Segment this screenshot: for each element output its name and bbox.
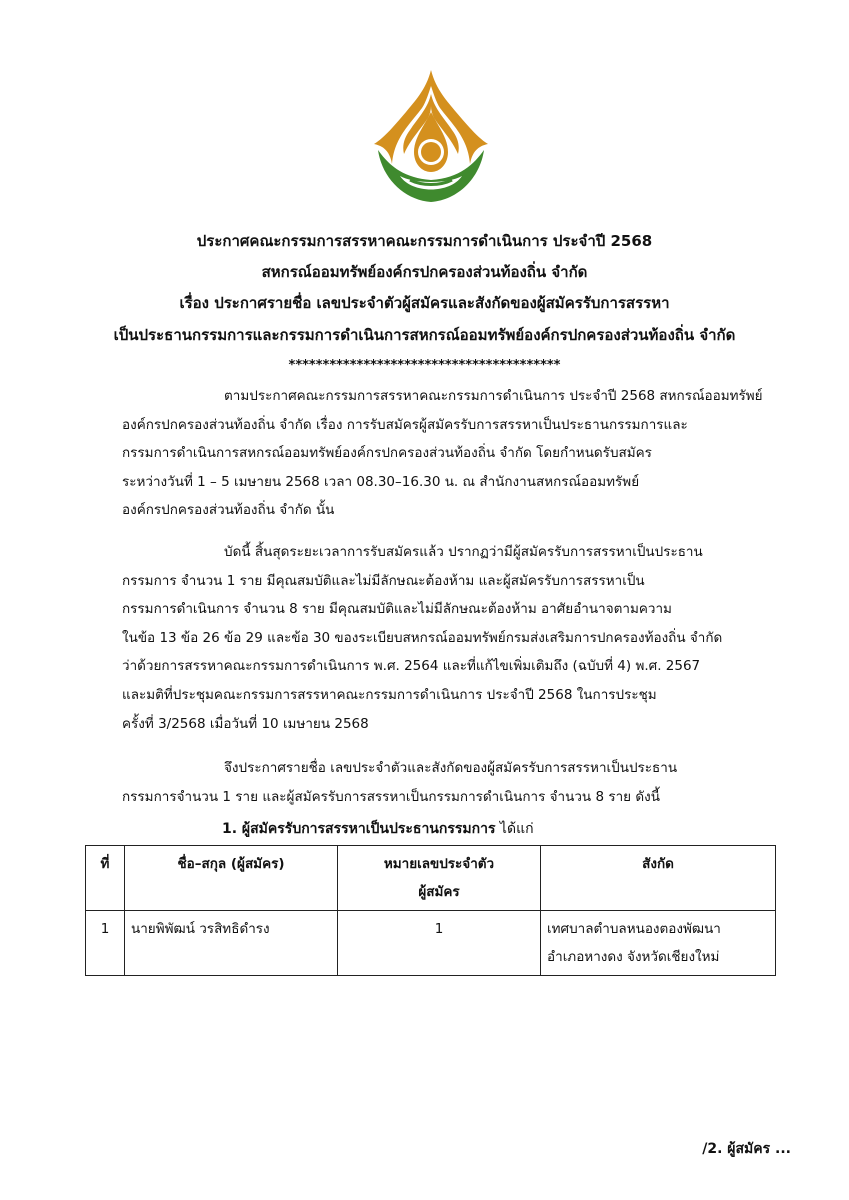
para1-line: ตามประกาศคณะกรรมการสรรหาคณะกรรมการดำเนินการ ประจำปี 2568 สหกรณ์ออมทรัพย์ — [224, 388, 763, 404]
col-header-affiliation: สังกัด — [541, 846, 776, 911]
para2-line: บัดนี้ สิ้นสุดระยะเวลาการรับสมัครแล้ว ปรากฏว่ามีผู้สมัครรับการสรรหาเป็นประธาน — [224, 544, 703, 560]
title-line-4: เป็นประธานกรรมการและกรรมการดำเนินการสหกรณ์ออมทรัพย์องค์กรปกครองส่วนท้องถิ่น จำกัด — [113, 326, 736, 344]
para1-line: ระหว่างวันที่ 1 – 5 เมษายน 2568 เวลา 08.30–16.30 น. ณ สำนักงานสหกรณ์ออมทรัพย์ — [122, 473, 640, 490]
cooperative-logo — [370, 68, 492, 206]
para1-line: กรรมการดำเนินการสหกรณ์ออมทรัพย์องค์กรปกครองส่วนท้องถิ่น จำกัด โดยกำหนดรับสมัคร — [122, 445, 652, 462]
col-header-name: ชื่อ–สกุล (ผู้สมัคร) — [125, 846, 338, 911]
paragraph-3 — [122, 754, 772, 811]
para1-line: องค์กรปกครองส่วนท้องถิ่น จำกัด เรื่อง การรับสมัครผู้สมัครรับการสรรหาเป็นประธานกรรมการและ — [122, 416, 688, 433]
candidate-table — [85, 845, 776, 976]
col-header-id: หมายเลขประจำตัว ผู้สมัคร — [338, 846, 541, 911]
paragraph-1 — [122, 382, 772, 525]
cell-no: 1 — [86, 911, 125, 976]
continuation-note: /2. ผู้สมัคร ... — [702, 1141, 791, 1157]
title-line-1: ประกาศคณะกรรมการสรรหาคณะกรรมการดำเนินการ ประจำปี 2568 — [196, 232, 653, 250]
para3-line: จึงประกาศรายชื่อ เลขประจำตัวและสังกัดของผู้สมัครรับการสรรหาเป็นประธาน — [224, 760, 678, 776]
para2-line: กรรมการ จำนวน 1 ราย มีคุณสมบัติและไม่มีลักษณะต้องห้าม และผู้สมัครรับการสรรหาเป็น — [122, 572, 645, 589]
para2-line: กรรมการดำเนินการ จำนวน 8 ราย มีคุณสมบัติและไม่มีลักษณะต้องห้าม อาศัยอำนาจตามความ — [122, 601, 672, 618]
para1-line: องค์กรปกครองส่วนท้องถิ่น จำกัด นั้น — [122, 502, 335, 519]
table-header-row — [86, 846, 776, 911]
separator: **************************************** — [288, 358, 561, 373]
title-line-2: สหกรณ์ออมทรัพย์องค์กรปกครองส่วนท้องถิ่น จำกัด — [261, 263, 588, 281]
para2-line: ครั้งที่ 3/2568 เมื่อวันที่ 10 เมษายน 2568 — [122, 715, 369, 732]
para2-line: ในข้อ 13 ข้อ 26 ข้อ 29 และข้อ 30 ของระเบียบสหกรณ์ออมทรัพย์กรมส่งเสริมการปกครองท้องถิ่น จำกัด — [122, 629, 723, 646]
section-1-title: 1. ผู้สมัครรับการสรรหาเป็นประธานกรรมการ — [222, 821, 496, 837]
para2-line: ว่าด้วยการสรรหาคณะกรรมการดำเนินการ พ.ศ. 2564 และที่แก้ไขเพิ่มเติมถึง (ฉบับที่ 4) พ.ศ. 2567 — [122, 658, 701, 675]
paragraph-2 — [122, 538, 772, 738]
para3-line: กรรมการจำนวน 1 ราย และผู้สมัครรับการสรรหาเป็นกรรมการดำเนินการ จำนวน 8 ราย ดังนี้ — [122, 788, 660, 805]
col-header-no: ที่ — [86, 846, 125, 911]
para2-line: และมติที่ประชุมคณะกรรมการสรรหาคณะกรรมการดำเนินการ ประจำปี 2568 ในการประชุม — [122, 686, 657, 703]
table-row — [86, 911, 776, 976]
cell-id: 1 — [338, 911, 541, 976]
section-1-heading — [222, 818, 534, 840]
title-subject: เรื่อง ประกาศรายชื่อ เลขประจำตัวผู้สมัครและสังกัดของผู้สมัครรับการสรรหา — [179, 294, 670, 312]
section-1-suffix: ได้แก่ — [495, 821, 534, 837]
cell-name: นายพิพัฒน์ วรสิทธิดำรง — [125, 911, 338, 976]
cell-affiliation: เทศบาลตำบลหนองตองพัฒนา อำเภอหางดง จังหวัดเชียงใหม่ — [541, 911, 776, 976]
